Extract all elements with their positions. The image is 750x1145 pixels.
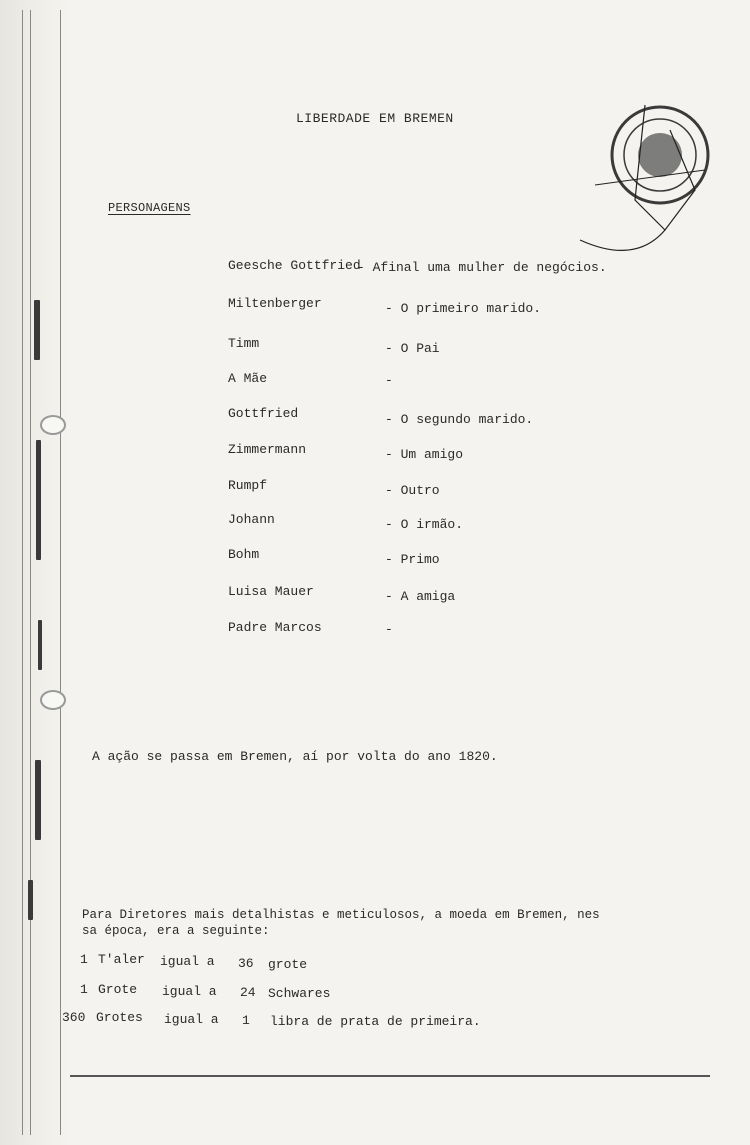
character-name: Johann <box>228 512 275 527</box>
currency-note-line-2: sa época, era a seguinte: <box>82 924 270 938</box>
official-seal-stamp <box>575 90 735 260</box>
currency-qty: 360 <box>62 1010 86 1025</box>
currency-unit: T'aler <box>98 952 145 967</box>
punch-hole <box>40 690 66 710</box>
currency-target: grote <box>268 957 308 972</box>
character-role: - O primeiro marido. <box>385 301 542 316</box>
character-role: - Primo <box>385 552 440 567</box>
bottom-rule <box>70 1075 710 1077</box>
character-role: - Afinal uma mulher de negócios. <box>357 260 607 275</box>
currency-unit: Grotes <box>96 1010 143 1025</box>
character-role: - <box>385 373 393 388</box>
punch-hole <box>40 415 66 435</box>
currency-equals: igual a <box>164 1012 219 1027</box>
character-name: Timm <box>228 336 260 351</box>
currency-qty: 1 <box>80 952 88 967</box>
characters-heading: PERSONAGENS <box>108 201 191 215</box>
character-name: Rumpf <box>228 478 268 493</box>
currency-amount: 1 <box>242 1013 250 1028</box>
character-name: Miltenberger <box>228 296 322 311</box>
character-name: Luisa Mauer <box>228 584 314 599</box>
currency-equals: igual a <box>162 984 217 999</box>
currency-target: Schwares <box>268 986 331 1001</box>
character-role: - O segundo marido. <box>385 412 534 427</box>
character-role: - O irmão. <box>385 517 464 532</box>
character-role: - Outro <box>385 483 440 498</box>
character-role: - Um amigo <box>385 447 464 462</box>
character-name: A Mãe <box>228 371 268 386</box>
character-role: - O Pai <box>385 341 440 356</box>
document-title: LIBERDADE EM BREMEN <box>296 111 454 126</box>
character-name: Geesche Gottfried <box>228 258 361 273</box>
currency-target: libra de prata de primeira. <box>270 1014 481 1029</box>
damaged-margin <box>0 0 70 1145</box>
currency-unit: Grote <box>98 982 138 997</box>
character-name: Bohm <box>228 547 260 562</box>
character-name: Padre Marcos <box>228 620 322 635</box>
character-name: Zimmermann <box>228 442 307 457</box>
currency-equals: igual a <box>160 954 215 969</box>
currency-amount: 36 <box>238 956 254 971</box>
currency-qty: 1 <box>80 982 88 997</box>
character-name: Gottfried <box>228 406 299 421</box>
currency-note-line-1: Para Diretores mais detalhistas e meticulosos, a moeda em Bremen, nes <box>82 908 600 922</box>
currency-amount: 24 <box>240 985 256 1000</box>
character-role: - A amiga <box>385 589 456 604</box>
character-role: - <box>385 622 393 637</box>
setting-note: A ação se passa em Bremen, aí por volta do ano 1820. <box>92 749 498 764</box>
